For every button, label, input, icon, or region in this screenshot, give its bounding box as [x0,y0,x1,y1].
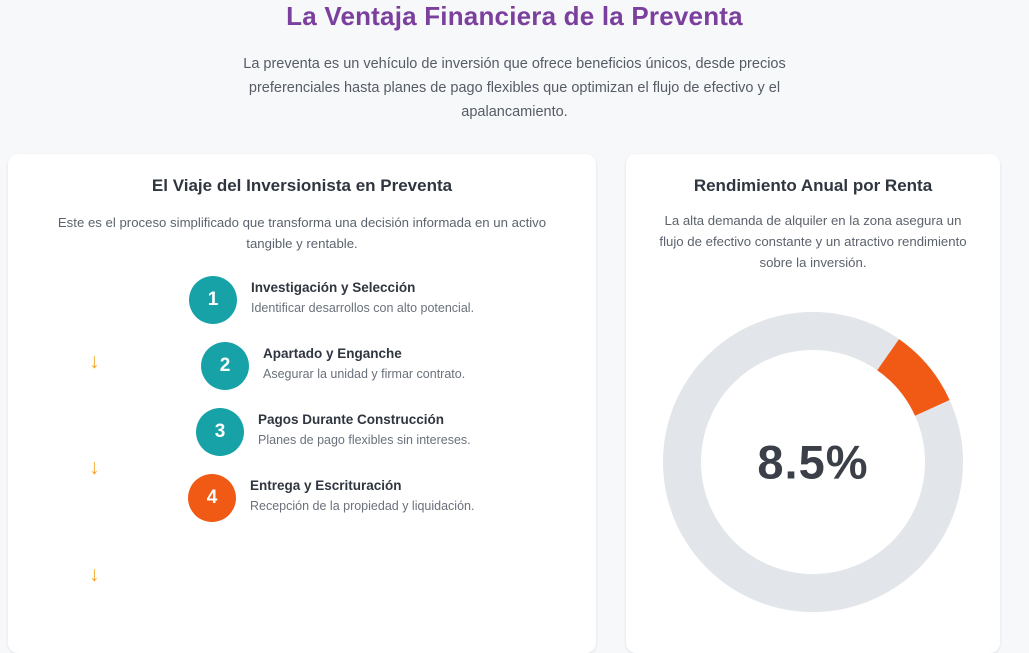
yield-card-subtitle: La alta demanda de alquiler en la zona asegura un flujo de efectivo constante y un atractivo rendimiento sobre la inversión. [659,213,967,270]
yield-card-title: Rendimiento Anual por Renta [693,176,933,195]
step-body [244,408,471,449]
step-description: Recepción de la propiedad y liquidación. [250,499,475,513]
arrow-down-icon: ↓ [89,350,100,373]
journey-step [201,342,570,390]
donut-chart [652,297,974,627]
arrow-down-icon: ↓ [89,456,100,479]
step-description: Asegurar la unidad y firmar contrato. [263,367,466,381]
page-subtitle: La preventa es un vehículo de inversión que ofrece beneficios únicos, desde precios preferenciales hasta planes de pago flexibles que optimizan el flujo de efectivo y el apalancamiento. [243,56,786,120]
journey-card-title: El Viaje del Inversionista en Preventa [151,176,453,195]
step-number-badge: 4 [188,474,236,522]
step-number-badge: 1 [189,276,237,324]
step-description: Identificar desarrollos con alto potencial. [251,301,475,315]
journey-steps [34,276,570,586]
journey-card [8,154,596,653]
step-title: Apartado y Enganche [263,346,402,361]
step-title: Entrega y Escrituración [250,478,402,493]
yield-card [626,154,1000,653]
donut-center-value: 8.5% [757,435,869,489]
step-number-badge: 2 [201,342,249,390]
page-title: La Ventaja Financiera de la Preventa [286,1,743,31]
step-number-badge: 3 [196,408,244,456]
step-body [236,474,474,515]
cards-row [0,154,1029,653]
step-description: Planes de pago flexibles sin intereses. [258,433,471,447]
step-body [249,342,465,383]
step-title: Investigación y Selección [251,280,416,295]
arrow-down-icon: ↓ [89,563,100,586]
journey-step [188,474,570,522]
step-title: Pagos Durante Construcción [258,412,445,427]
page-header [0,0,1029,124]
step-body [237,276,474,317]
journey-step [196,408,570,456]
journey-step [189,276,570,324]
journey-card-subtitle: Este es el proceso simplificado que transforma una decisión informada en un activo tangible y rentable. [57,215,547,251]
